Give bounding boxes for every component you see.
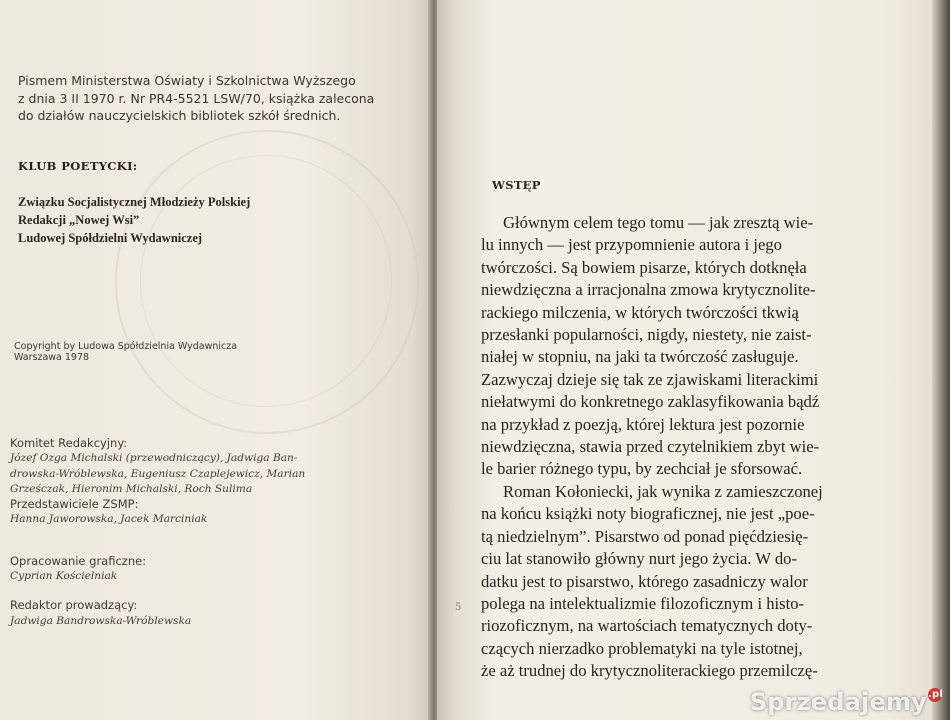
body-line: twórczości. Są bowiem pisarze, których dotknęła [481,257,807,277]
approval-line: z dnia 3 II 1970 r. Nr PR4-5521 LSW/70, książka zalecona [18,90,375,106]
body-line: że aż trudnej do krytycznoliterackiego przemilczę- [481,661,818,681]
body-line: datku jest to pisarstwo, którego zasadniczy walor [481,571,808,591]
zsmp-names: Hanna Jaworowska, Jacek Marciniak [10,513,208,526]
klub-heading: KLUB POETYCKI: [18,159,138,173]
body-line: przesłanki popularności, nigdy, niestety, nie zaist- [481,325,812,345]
organizations-list [18,193,250,247]
body-line: le barier różnego typu, by zechciał je sforsować. [481,459,803,479]
committee-line: Grześczak, Hieronim Michalski, Roch Sulima [10,482,253,495]
committee-line: drowska-Wróblewska, Eugeniusz Czaplejewicz, Marian [10,467,306,480]
graphics-label: Opracowanie graficzne: [10,553,147,568]
right-page [437,0,932,720]
approval-line: Pismem Ministerstwa Oświaty i Szkolnictwa Wyższego [18,73,356,88]
zsmp-label: Przedstawiciele ZSMP: [10,497,139,512]
body-line: na przykład z poezją, której lektura jest pozornie [481,414,805,434]
editor-name: Jadwiga Bandrowska-Wróblewska [10,614,192,627]
graphics-name: Cyprian Kościelniak [10,570,118,583]
body-line: na końcu książki noty biograficznej, nie jest „poe- [481,504,815,524]
body-line: niewdzięczna a irracjonalna zmowa krytycznolite- [481,280,816,300]
body-line: polega na intelektualizmie filozoficznym i histo- [481,593,805,613]
approval-line: do działów nauczycielskich bibliotek szkół średnich. [18,108,341,123]
body-line: niełatwymi do konkretnego zaklasyfikowania bądź [481,392,820,412]
body-line: Roman Kołoniecki, jak wynika z zamieszczonej [503,481,823,501]
body-line: tą niedzielnym”. Pisarstwo od ponad pięćdziesię- [481,526,809,546]
watermark-logo [750,688,942,716]
editor-label: Redaktor prowadzący: [10,598,138,613]
book-edge [932,0,950,720]
body-line: czących nierzadko problematyki na tyle istotnej, [481,638,803,658]
body-text [481,212,881,683]
page-number: 5 [455,602,462,613]
body-line: Głównym celem tego tomu — jak zresztą wie- [503,213,814,232]
organization-line: Ludowej Spółdzielni Wydawniczej [18,231,203,245]
body-line: lu innych — jest przypomnienie autora i jego [481,235,782,255]
watermark-text: Sprzedajemy [749,688,927,716]
copyright-line: Warszawa 1978 [14,352,90,363]
left-page [0,0,432,720]
body-line: ciu lat stanowiło główny nurt jego życia. W do- [481,549,797,569]
body-line: niałej w stopniu, na jaki ta twórczość zasługuje. [481,347,799,367]
approval-note [18,72,388,125]
body-line: niewdzięczna, stawia przed czytelnikiem zbyt wie- [481,437,820,457]
organization-line: Związku Socjalistycznej Młodzieży Polskiej [18,195,251,209]
body-line: riozoficznym, na wartościach tematycznych doty- [481,616,813,636]
organization-line: Redakcji „Nowej Wsi” [18,213,140,227]
committee-line: Józef Ozga Michalski (przewodniczący), Jadwiga Ban- [10,452,298,465]
credits-block [10,436,305,629]
body-line: rackiego milczenia, w których twórczości tkwią [481,302,799,322]
copyright-notice [14,341,237,363]
committee-label: Komitet Redakcyjny: [10,436,128,450]
chapter-heading: WSTĘP [492,178,541,192]
body-line: Zazwyczaj dzieje się tak ze zjawiskami literackimi [481,369,819,389]
watermark-suffix: .pl [928,689,943,700]
copyright-line: Copyright by Ludowa Spółdzielnia Wydawnicza [14,341,238,352]
